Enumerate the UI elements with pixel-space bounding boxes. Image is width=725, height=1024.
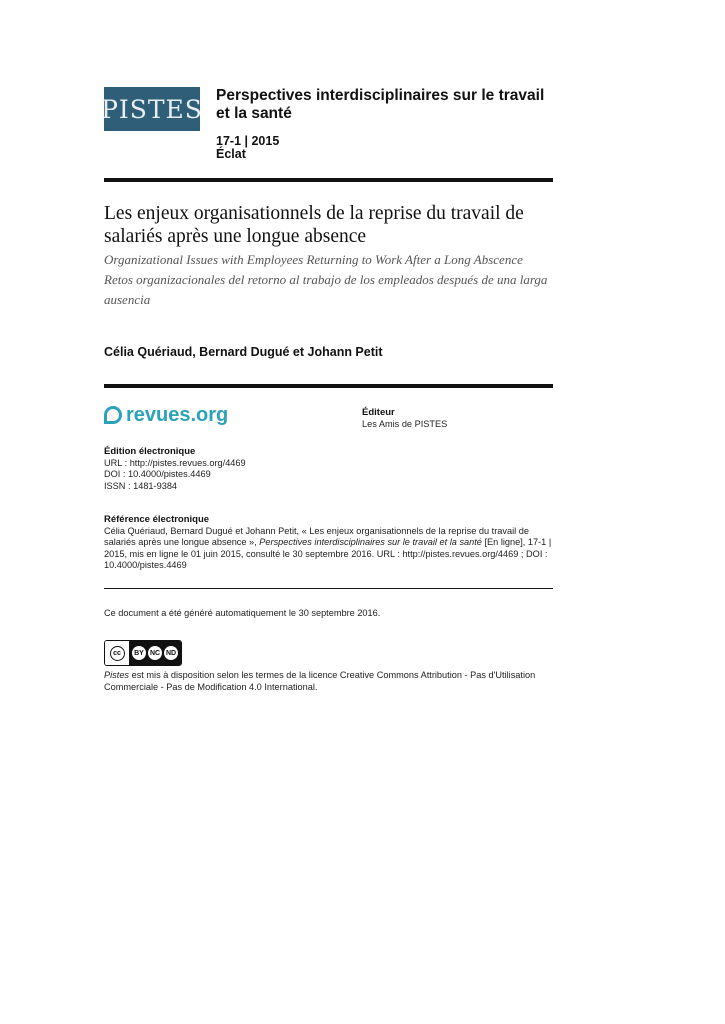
edition-url[interactable]: URL : http://pistes.revues.org/4469	[104, 457, 246, 468]
cc-license-badge[interactable]	[104, 640, 182, 666]
cc-icon: cc	[110, 646, 125, 661]
reference-label: Référence électronique	[104, 514, 210, 525]
article-authors: Célia Quériaud, Bernard Dugué et Johann Petit	[104, 345, 383, 359]
article-title-spanish: Retos organizacionales del retorno al trabajo de los empleados después de una larga ausencia	[104, 272, 548, 307]
electronic-edition	[104, 446, 544, 492]
logo-text: PISTES	[101, 94, 203, 124]
issue-number: 17-1 | 2015	[216, 134, 280, 148]
by-icon: BY	[132, 646, 146, 660]
section-name: Éclat	[216, 147, 246, 161]
reference-journal: Perspectives interdisciplinaires sur le travail et la santé	[259, 537, 482, 547]
edition-label: Édition électronique	[104, 446, 196, 457]
middle-divider	[104, 384, 553, 388]
publisher-label: Éditeur	[362, 407, 395, 418]
article-title: Les enjeux organisationnels de la reprise du travail de salariés après une longue absence	[104, 203, 524, 247]
reference-part-1: Célia Quériaud, Bernard Dugué et Johann Petit, « Les enjeux organisationnels de la reprise du travail de salariés après une longue absence »,	[104, 525, 529, 547]
license-body: est mis à disposition selon les termes de la licence Creative Commons Attribution - Pas d'Utilisation Commerciale - Pas de Modification 4.0 International.	[104, 670, 536, 692]
top-divider	[104, 178, 553, 182]
bottom-divider	[104, 588, 553, 589]
journal-title: Perspectives interdisciplinaires sur le travail et la santé	[216, 87, 545, 122]
nc-icon: NC	[148, 646, 162, 660]
generated-note: Ce document a été généré automatiquement le 30 septembre 2016.	[104, 608, 381, 618]
journal-logo	[101, 87, 203, 131]
edition-issn: ISSN : 1481-9384	[104, 480, 178, 491]
edition-doi[interactable]: DOI : 10.4000/pistes.4469	[104, 469, 211, 479]
nd-icon: ND	[164, 646, 178, 660]
electronic-reference	[104, 514, 552, 572]
license-subject: Pistes	[104, 670, 130, 680]
revues-logo[interactable]	[104, 404, 228, 427]
article-title-english: Organizational Issues with Employees Returning to Work After a Long Abscence	[104, 252, 523, 267]
license-text	[104, 670, 544, 693]
reference-part-2: [En ligne], 17-1 | 2015, mis en ligne le 01 juin 2015, consulté le 30 septembre 2016. URL : http://pistes.revues.org/4469 ; DOI : 10.4000/pistes.4469	[104, 537, 552, 570]
revues-mark-icon	[104, 406, 122, 424]
revues-logo-text: revues.org	[126, 404, 229, 426]
publisher-name: Les Amis de PISTES	[362, 419, 448, 429]
reference-text	[104, 526, 552, 572]
